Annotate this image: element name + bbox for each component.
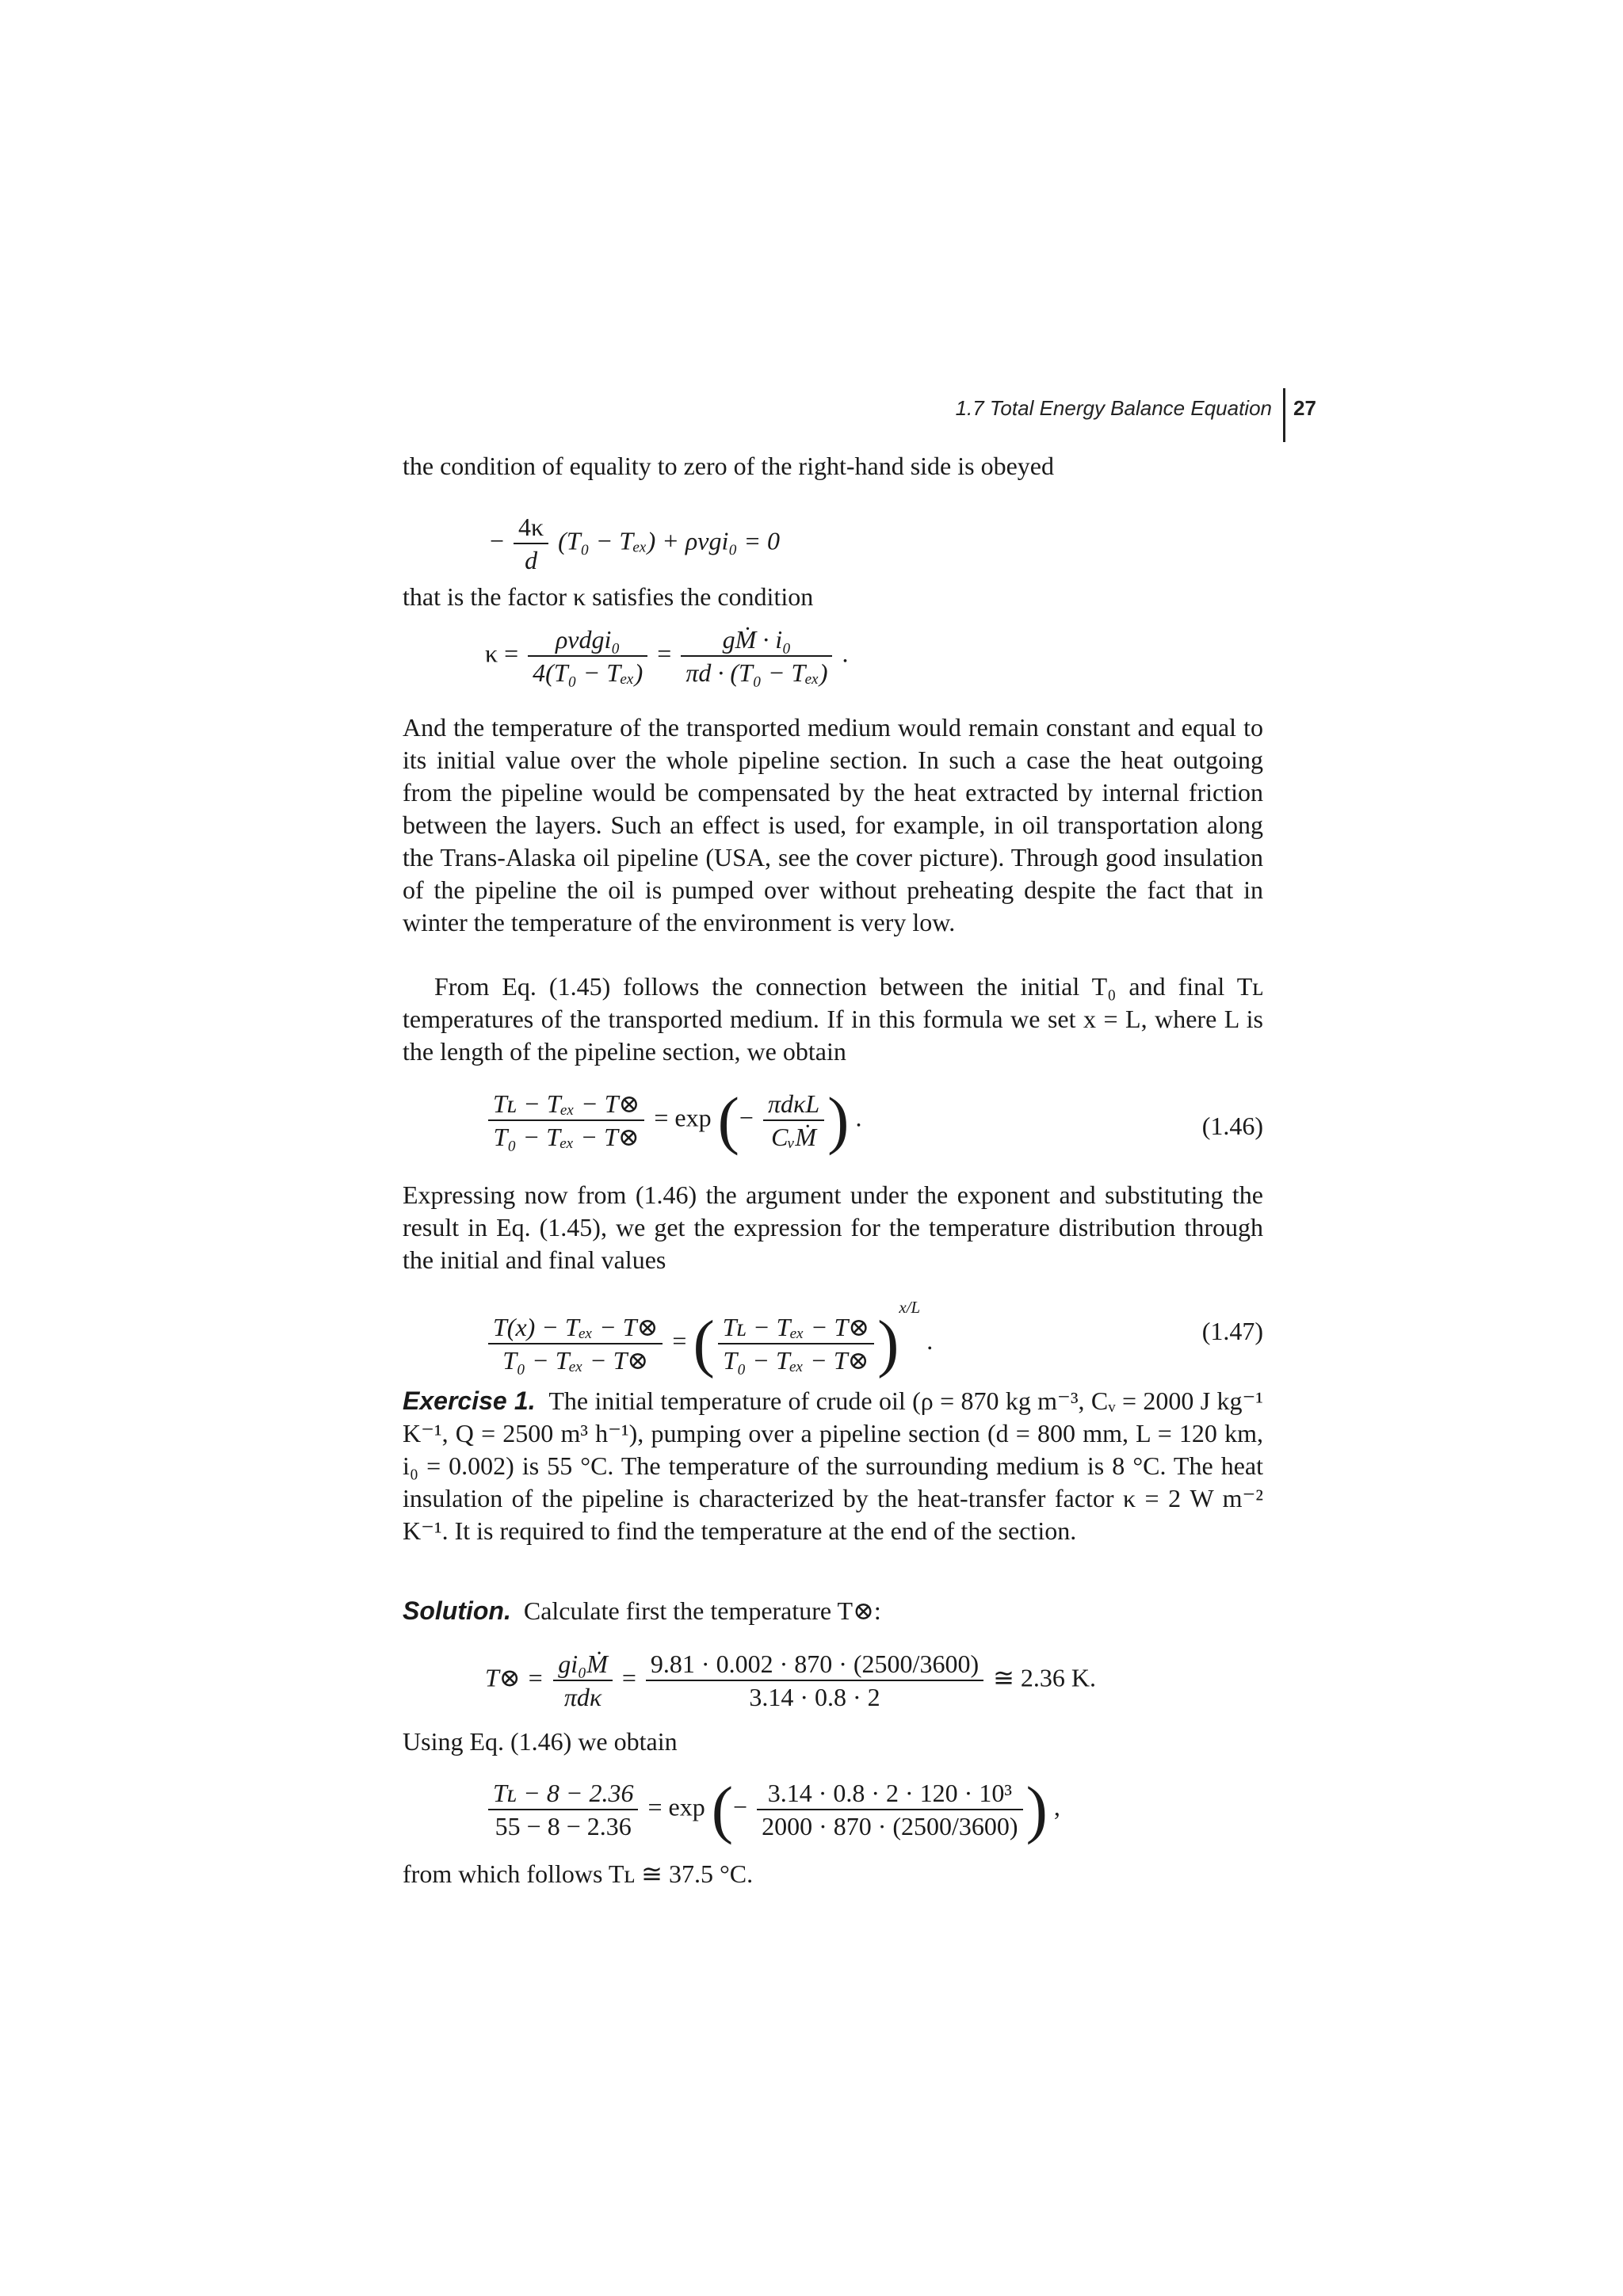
fraction-2	[681, 624, 832, 688]
paragraph-2	[403, 581, 1263, 613]
paragraph-1	[403, 450, 1263, 482]
right-paren: )	[1025, 1773, 1048, 1845]
paragraph-text: And the temperature of the transported medium would remain constant and equal to its initial value over the whole pipeline section. In such a case the heat outgoing from the pipeline would be compensated by the heat extracted by internal friction between the layers. Such an effect is used, for example, in oil transportation along the Trans-Alaska oil pipeline (USA, see the cover picture). Through good insulation of the pipeline the oil is pumped over without preheating despite the fact that in winter the temperature of the environment is very low.	[403, 713, 1263, 936]
header-rule	[1283, 388, 1285, 442]
numerator: Tʟ − 8 − 2.36	[488, 1777, 638, 1810]
numerator: 9.81 · 0.002 · 870 · (2500/3600)	[646, 1648, 983, 1681]
numerator: Tʟ − Tₑₓ − T⊗	[488, 1088, 644, 1121]
eq-comma: ,	[1053, 1792, 1060, 1821]
equation-3	[485, 1084, 862, 1156]
solution-block	[403, 1595, 1263, 1627]
right-paren: )	[877, 1306, 899, 1379]
denominator: T₀ − Tₑₓ − T⊗	[723, 1345, 869, 1375]
fraction-2	[718, 1311, 874, 1376]
denominator: πd · (T₀ − Tₑₓ)	[685, 658, 828, 687]
left-paren: (	[693, 1306, 715, 1379]
fraction-1	[488, 1088, 644, 1153]
numerator: gi₀Ṁ	[553, 1648, 613, 1681]
paragraph-text: that is the factor κ satisfies the condition	[403, 582, 814, 611]
eq-exp: = exp	[654, 1103, 712, 1132]
paragraph-3	[403, 711, 1263, 939]
exponent: x/L	[899, 1298, 921, 1317]
denominator: CᵥṀ	[771, 1123, 817, 1151]
equation-number-1-46: (1.46)	[1201, 1112, 1263, 1140]
exercise-label: Exercise 1.	[403, 1386, 536, 1415]
denominator: πdκ	[563, 1683, 602, 1711]
equation-number-1-47: (1.47)	[1201, 1317, 1263, 1345]
eq-lhs: κ =	[485, 639, 519, 668]
fraction-2	[646, 1648, 983, 1713]
equation-5	[485, 1648, 1096, 1713]
numerator: πdκL	[763, 1088, 824, 1121]
eq-equals: =	[657, 639, 672, 668]
equation-2	[485, 624, 848, 688]
paragraph-4	[403, 971, 1263, 1068]
right-paren: )	[827, 1084, 850, 1156]
equation-6	[485, 1773, 1060, 1845]
fraction	[514, 511, 548, 576]
denominator: T₀ − Tₑₓ − T⊗	[502, 1345, 649, 1375]
paragraph-text: from which follows Tʟ ≅ 37.5 °C.	[403, 1859, 754, 1888]
numerator: T(x) − Tₑₓ − T⊗	[488, 1311, 663, 1344]
eq-minus: −	[739, 1103, 754, 1132]
paragraph-text: the condition of equality to zero of the right-hand side is obeyed	[403, 452, 1054, 480]
equation-1	[490, 511, 780, 576]
paragraph-7	[403, 1858, 1263, 1890]
equation-4	[485, 1291, 934, 1379]
denominator: 4(T₀ − Tₑₓ)	[533, 658, 643, 687]
eq-lhs: T⊗ =	[485, 1663, 544, 1692]
numerator: gṀ · i₀	[681, 624, 832, 657]
eq-minus: −	[733, 1792, 748, 1821]
numerator: 3.14 · 0.8 · 2 · 120 · 10³	[757, 1777, 1023, 1810]
solution-label: Solution.	[403, 1596, 511, 1625]
eq-minus: −	[490, 526, 505, 555]
denominator: 2000 · 870 · (2500/3600)	[762, 1812, 1018, 1840]
eq-period: .	[855, 1103, 862, 1132]
fraction-1	[528, 624, 647, 688]
denominator: 3.14 · 0.8 · 2	[749, 1683, 880, 1711]
numerator: ρvdgi₀	[528, 624, 647, 657]
fraction-1	[553, 1648, 613, 1713]
denominator: d	[525, 546, 538, 574]
eq-exp: = exp	[647, 1792, 705, 1821]
exercise-block	[403, 1385, 1263, 1547]
eq-equals: =	[672, 1326, 687, 1355]
eq-period: .	[842, 639, 849, 668]
denominator: 55 − 8 − 2.36	[495, 1812, 632, 1840]
numerator: Tʟ − Tₑₓ − T⊗	[718, 1311, 874, 1344]
eq-equals: =	[621, 1663, 636, 1692]
paragraph-5	[403, 1179, 1263, 1276]
numerator: 4κ	[514, 511, 548, 544]
left-paren: (	[711, 1773, 734, 1845]
paragraph-text: Expressing now from (1.46) the argument under the exponent and substituting the result in Eq. (1.45), we get the expression for the temperature distribution through the initial and final values	[403, 1180, 1263, 1274]
solution-text: Calculate first the temperature T⊗:	[523, 1596, 881, 1625]
eq-result: ≅ 2.36 K.	[993, 1663, 1097, 1692]
paragraph-text: From Eq. (1.45) follows the connection between the initial T₀ and final Tʟ temperatures of the transported medium. If in this formula we set x = L, where L is the length of the pipeline section, we obtain	[403, 972, 1263, 1066]
paragraph-text: Using Eq. (1.46) we obtain	[403, 1727, 678, 1756]
left-paren: (	[717, 1084, 739, 1156]
eq-period: .	[926, 1326, 934, 1355]
paragraph-6	[403, 1726, 1263, 1758]
eq-rest: (T₀ − Tₑₓ) + ρvgi₀ = 0	[558, 526, 781, 555]
denominator: T₀ − Tₑₓ − T⊗	[493, 1123, 640, 1151]
running-head: 1.7 Total Energy Balance Equation	[955, 396, 1272, 420]
fraction-2	[763, 1088, 824, 1153]
exercise-text: The initial temperature of crude oil (ρ = 870 kg m⁻³, Cᵥ = 2000 J kg⁻¹ K⁻¹, Q = 2500 m³ h⁻¹), pumping over a pipeline section (d = 800 mm, L = 120 km, i₀ = 0.002) is 55 °C. The temperature of the surrounding medium is 8 °C. The heat insulation of the pipeline is characterized by the heat-transfer factor κ = 2 W m⁻² K⁻¹. It is required to find the temperature at the end of the section.	[403, 1386, 1264, 1545]
fraction-1	[488, 1311, 663, 1376]
page-number: 27	[1293, 396, 1316, 420]
fraction-2	[757, 1777, 1023, 1842]
fraction-1	[488, 1777, 638, 1842]
